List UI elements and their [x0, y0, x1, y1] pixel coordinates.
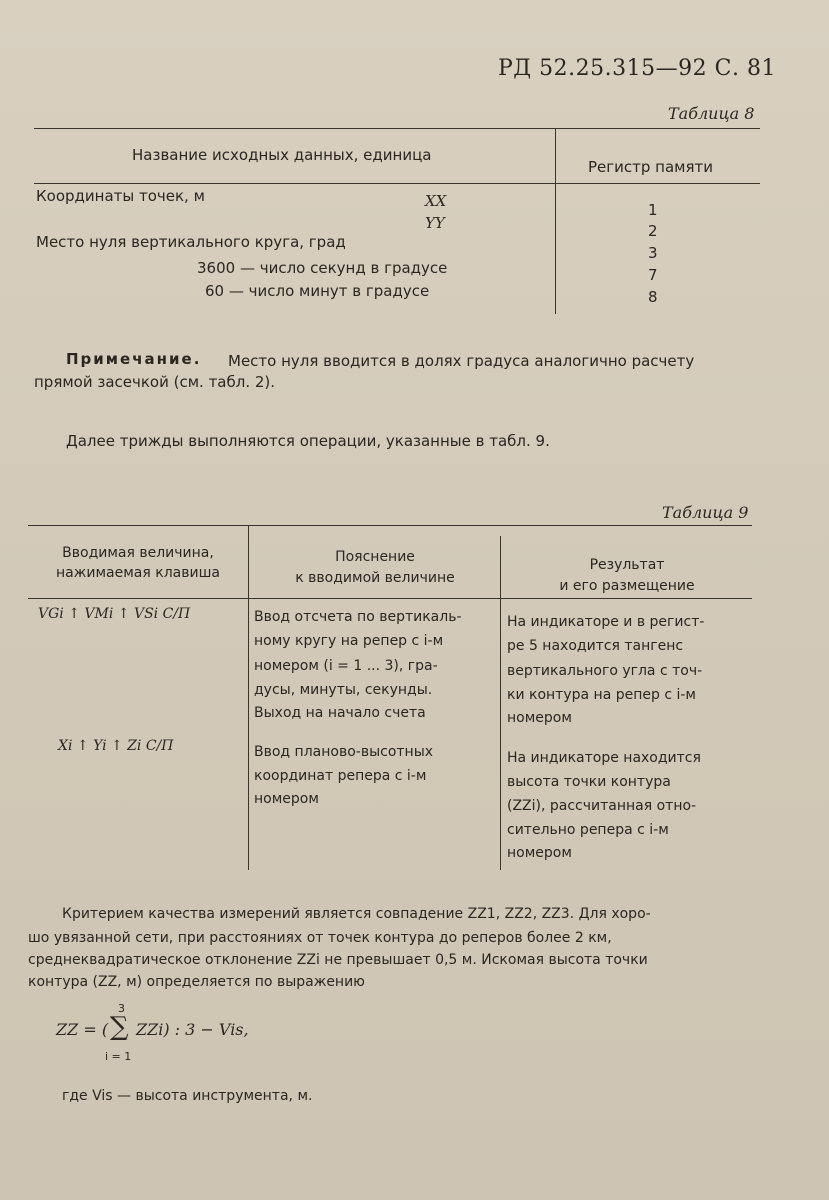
- table8-row1-sub: XX: [425, 192, 447, 210]
- table9-row2-res-2: высота точки контура: [507, 774, 671, 790]
- table9-h2-line2: к вводимой величине: [295, 570, 455, 586]
- table9-divider-2: [500, 536, 501, 870]
- table9-row1-expl-3: номером (i = 1 ... 3), гра-: [254, 658, 438, 674]
- table9-row1-key: VGi ↑ VMi ↑ VSi С/П: [38, 606, 191, 622]
- table9-row2-expl-1: Ввод планово-высотных: [254, 744, 434, 760]
- note-title: Примечание.: [66, 350, 202, 368]
- table8-row4-label: 3600 — число секунд в градусе: [197, 259, 448, 277]
- table8-col1-header: Название исходных данных, единица: [132, 146, 432, 164]
- table9-row2-res-1: На индикаторе находится: [507, 750, 701, 766]
- table9-h3-line2: и его размещение: [559, 578, 695, 594]
- paragraph-criterion-3: среднеквадратическое отклонение ZZi не превышает 0,5 м. Искомая высота точки: [28, 952, 648, 968]
- table8-col-divider: [555, 128, 556, 314]
- table8-caption: Таблица 8: [668, 104, 755, 123]
- formula-sum-top: 3: [118, 1002, 125, 1015]
- paragraph-criterion-2: шо увязанной сети, при расстояниях от точек контура до реперов более 2 км,: [28, 930, 612, 946]
- table8-header-rule: [34, 183, 760, 184]
- table9-divider-1: [248, 525, 249, 870]
- page-header: РД 52.25.315—92 С. 81: [498, 56, 776, 81]
- formula-sum-bottom: i = 1: [105, 1050, 132, 1063]
- table9-row1-expl-5: Выход на начало счета: [254, 705, 426, 721]
- table8-col2-header: Регистр памяти: [588, 158, 714, 176]
- table9-top-rule: [28, 525, 752, 526]
- table8-row4-reg: 7: [648, 266, 658, 284]
- table9-header-rule: [28, 598, 752, 599]
- table8-row1-reg: 1: [648, 201, 658, 219]
- table9-row2-key: Xi ↑ Yi ↑ Zi С/П: [58, 738, 174, 754]
- paragraph-criterion-1: Критерием качества измерений является совпадение ZZ1, ZZ2, ZZ3. Для хоро-: [62, 906, 651, 922]
- paragraph-operations: Далее трижды выполняются операции, указанные в табл. 9.: [66, 432, 550, 450]
- table9-row1-res-5: номером: [507, 710, 572, 726]
- table8-row3-label: Место нуля вертикального круга, град: [36, 233, 346, 251]
- table9-caption: Таблица 9: [662, 503, 749, 522]
- table9-row1-res-3: вертикального угла с точ-: [507, 663, 703, 679]
- table9-h1-line1: Вводимая величина,: [62, 545, 214, 561]
- table9-row1-res-2: ре 5 находится тангенс: [507, 638, 684, 654]
- table8-top-rule: [34, 128, 760, 129]
- table8-row2-sub: YY: [425, 214, 445, 232]
- table8-row2-reg: 2: [648, 222, 658, 240]
- table9-h3-line1: Результат: [589, 557, 665, 573]
- table8-row5-reg: 8: [648, 288, 658, 306]
- table9-row2-expl-2: координат репера с i-м: [254, 768, 427, 784]
- footer-note: где Vis — высота инструмента, м.: [62, 1088, 313, 1104]
- formula-body: ZZi) : 3 − Vis,: [136, 1020, 249, 1039]
- table9-row2-res-5: номером: [507, 845, 572, 861]
- paragraph-criterion-4: контура (ZZ, м) определяется по выражению: [28, 974, 365, 990]
- table9-row1-expl-4: дусы, минуты, секунды.: [254, 682, 433, 698]
- note-line2: прямой засечкой (см. табл. 2).: [34, 373, 276, 391]
- table8-row3-reg: 3: [648, 244, 658, 262]
- table9-h2-line1: Пояснение: [335, 549, 415, 565]
- table8-row5-label: 60 — число минут в градусе: [205, 282, 430, 300]
- table9-row1-expl-1: Ввод отсчета по вертикаль-: [254, 609, 462, 625]
- table9-row1-res-1: На индикаторе и в регист-: [507, 614, 705, 630]
- table9-h1-line2: нажимаемая клавиша: [56, 565, 220, 581]
- table9-row2-expl-3: номером: [254, 791, 319, 807]
- note-line1: Место нуля вводится в долях градуса аналогично расчету: [228, 352, 695, 370]
- formula-lhs: ZZ = (: [56, 1020, 109, 1039]
- table9-row2-res-3: (ZZi), рассчитанная отно-: [507, 798, 697, 814]
- table9-row1-res-4: ки контура на репер с i-м: [507, 687, 696, 703]
- table8-row1-label: Координаты точек, м: [36, 187, 205, 205]
- table9-row1-expl-2: ному кругу на репер с i-м: [254, 633, 444, 649]
- sum-icon: ∑: [110, 1012, 129, 1042]
- table9-row2-res-4: сительно репера с i-м: [507, 822, 669, 838]
